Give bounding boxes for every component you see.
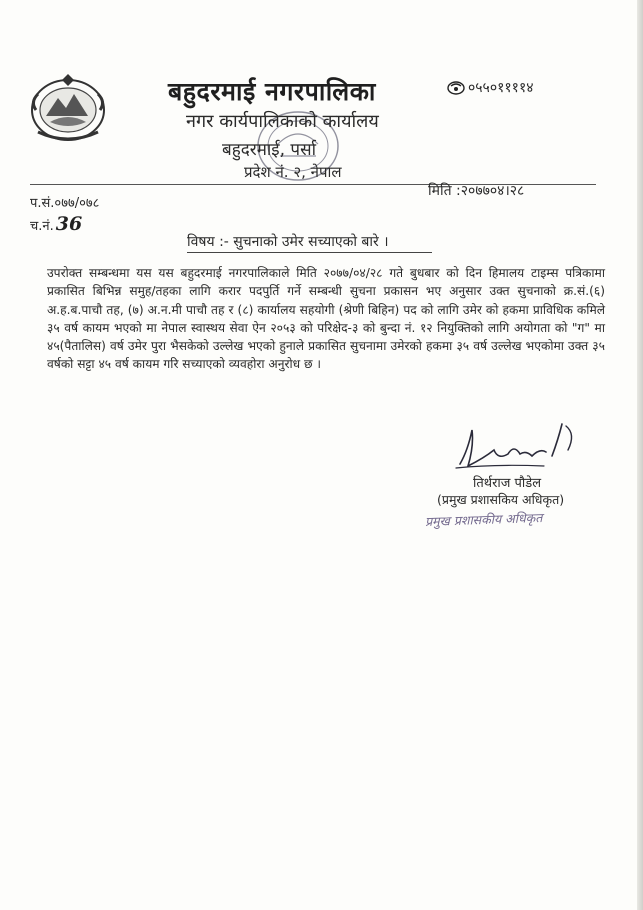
org-name: बहुदरमाई नगरपालिका <box>168 77 376 106</box>
subject-line: विषय :- सुचनाको उमेर सच्याएको बारे । <box>187 234 389 250</box>
signer-name: तिर्थराज पौडेल <box>473 476 542 491</box>
subject-underline <box>187 252 432 253</box>
handwritten-signature <box>454 420 579 472</box>
dispatch-label: च.नं. <box>30 219 54 234</box>
province-line: प्रदेश नं. २, नेपाल <box>244 163 342 181</box>
signer-title: (प्रमुख प्रशासकिय अधिकृत) <box>437 492 565 507</box>
letter-date: मिति :२०७७०४।२८ <box>428 183 525 199</box>
reference-number: प.सं.०७७/०७८ <box>30 196 100 211</box>
dispatch-number <box>30 213 82 235</box>
phone-number <box>447 78 534 97</box>
nepal-emblem-icon <box>28 72 108 144</box>
letter-body: उपरोक्त सम्बन्धमा यस यस बहुदरमाई नगरपालिकाले मिति २०७७/०४/२८ गते बुधबार को दिन हिमालय टाइम्स पत्रिकामा प्रकासित बिभिन्न समुह/तहका लागि करार पदपुर्ति गर्ने सम्बन्धी सुचना प्रकासन भए अनुसार उक्त सुचनाको क्र.सं.(६) अ.ह.ब.पाचौ तह, (७) अ.न.मी पाचौ तह र (८) कार्यालय सहयोगी (श्रेणी बिहिन) पद को लागि उमेर को हकमा प्राविधिक कमिले ३५ वर्ष कायम भएको मा नेपाल स्वास्थय सेवा ऐन २०५३ को परिक्षेद-३ को बुन्दा नं. १२ नियुक्तिको लागि अयोगता को "ग" मा ४५(पैतालिस) वर्ष उमेर पुरा भैसकेको उल्लेख भएको हुनाले प्रकासित सुचनामा उमेरको हकमा ३५ वर्ष उल्लेख भएकोमा उक्त ३५ वर्षको सट्टा ४५ वर्ष कायम गरि सच्याएको व्यवहोरा अनुरोध छ । <box>47 266 605 372</box>
scan-edge <box>637 0 643 910</box>
office-address: बहुदरमाई, पर्सा <box>222 140 316 160</box>
telephone-icon <box>447 81 465 95</box>
dispatch-value: 36 <box>55 213 83 235</box>
designation-stamp: प्रमुख प्रशासकीय अधिकृत <box>424 509 543 530</box>
office-name: नगर कार्यपालिकाको कार्यालय <box>186 111 379 132</box>
phone-value: ०५५०११११४ <box>468 80 534 96</box>
